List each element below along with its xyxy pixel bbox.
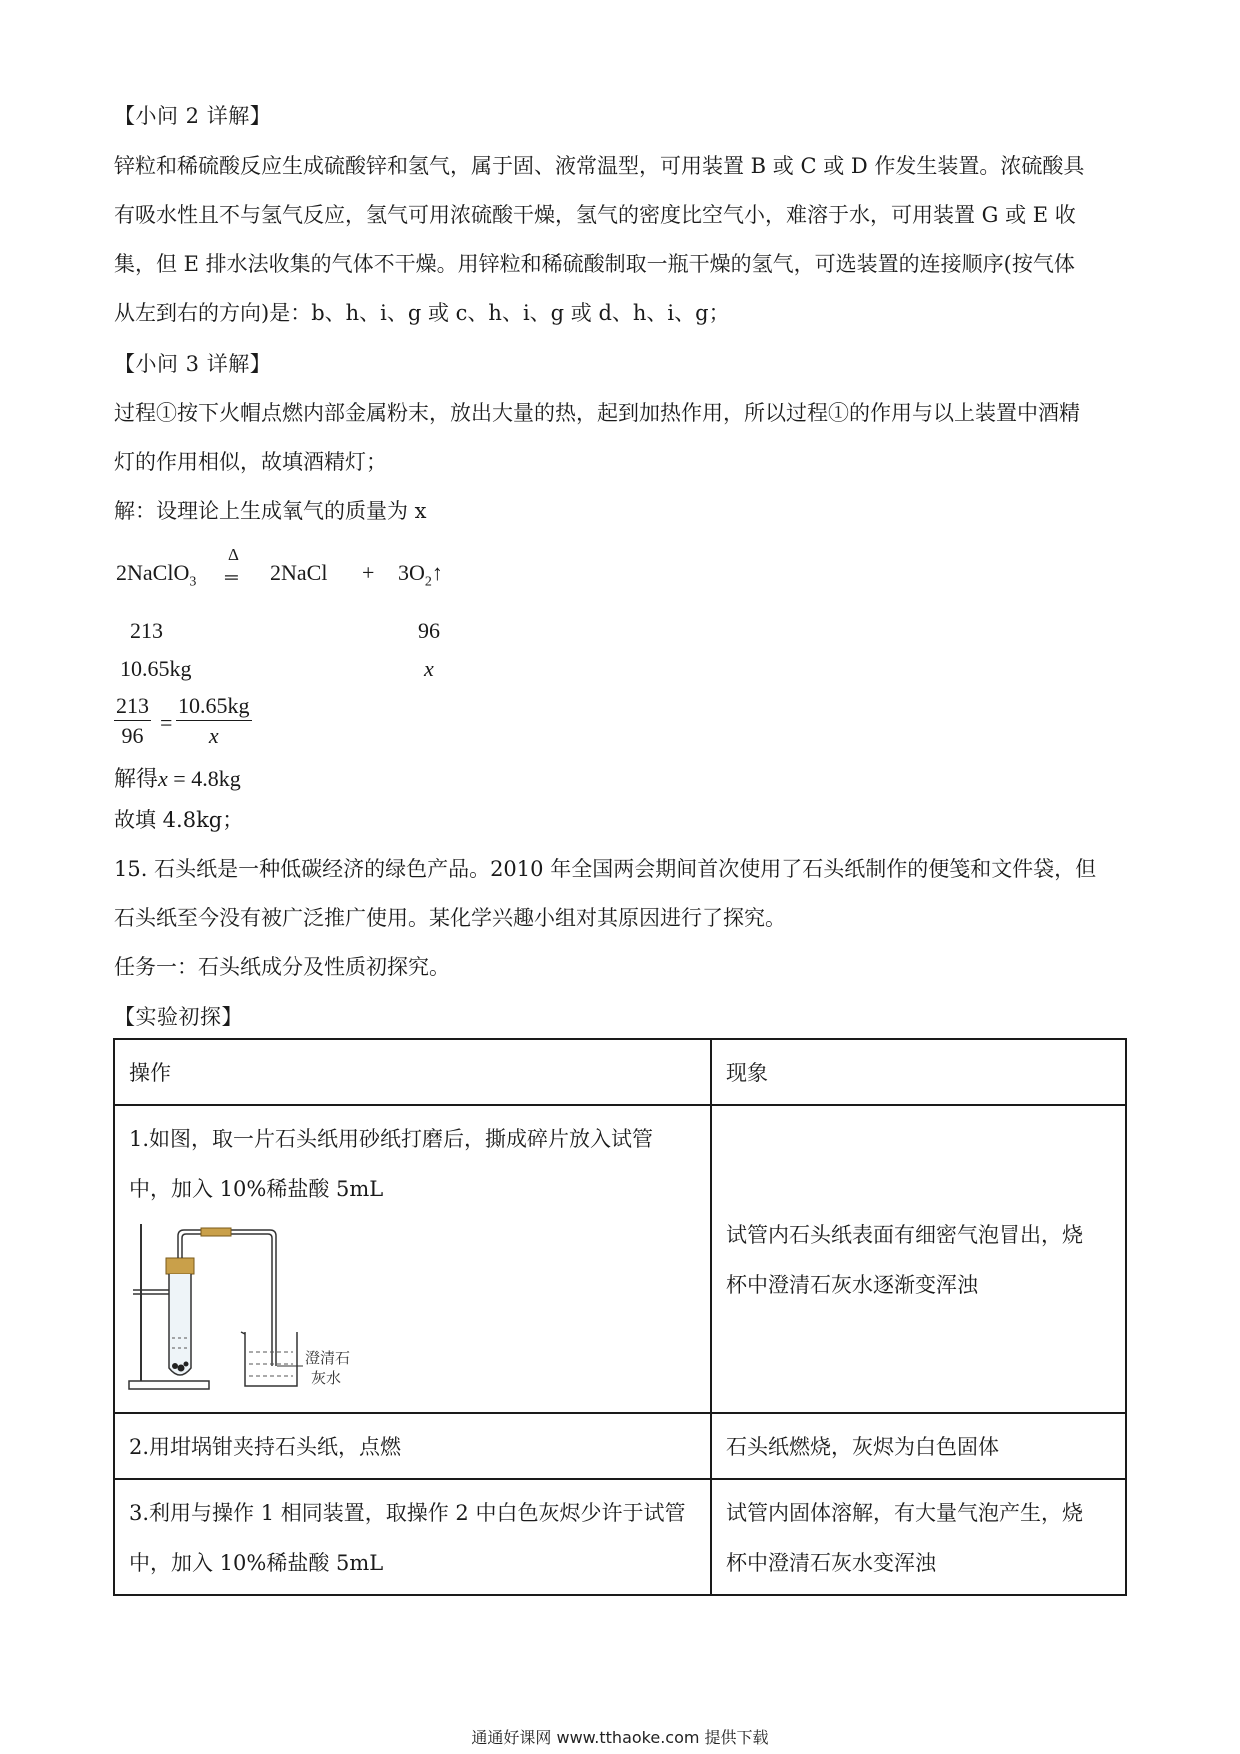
paragraph-line: 集，但 E 排水法收集的气体不干燥。用锌粒和稀硫酸制取一瓶干燥的氢气，可选装置的连接顺序(按气体 <box>114 252 1075 276</box>
figure-label: 澄清石 <box>305 1349 351 1367</box>
operation-text: 3.利用与操作 1 相同装置，取操作 2 中白色灰烬少许于试管 <box>129 1501 686 1525</box>
answer-line: 故填 4.8kg； <box>114 808 244 832</box>
operation-text: 中，加入 10%稀盐酸 5mL <box>129 1551 384 1575</box>
header-operation: 操作 <box>114 1039 711 1105</box>
ratio-right-denominator: x <box>208 723 219 748</box>
paragraph-line: 过程①按下火帽点燃内部金属粉末，放出大量的热，起到加热作用，所以过程①的作用与以上装置中酒精 <box>114 401 1080 425</box>
phenomenon-cell <box>711 1413 1126 1479</box>
ratio-left-denominator: 96 <box>121 723 144 748</box>
phenomenon-cell <box>711 1105 1126 1413</box>
given-mass: 10.65kg <box>120 656 192 681</box>
equals-sign: ═ <box>225 567 236 587</box>
molar-mass-oxygen: 96 <box>418 618 440 643</box>
product-nacl: 2NaCl <box>270 560 328 585</box>
paragraph-line: 从左到右的方向)是：b、h、i、g 或 c、h、i、g 或 d、h、i、g； <box>114 301 730 325</box>
solution-result: 解得x = 4.8kg <box>114 766 241 791</box>
subquestion-2-heading: 【小问 2 详解】 <box>114 104 272 128</box>
phenomenon-text: 杯中澄清石灰水逐渐变浑浊 <box>726 1273 978 1297</box>
phenomenon-cell <box>711 1479 1126 1595</box>
experiment-heading: 【实验初探】 <box>114 1005 243 1029</box>
product-oxygen: $3O_2↑$ <box>398 560 443 590</box>
phenomenon-text: 试管内石头纸表面有细密气泡冒出，烧 <box>726 1223 1083 1247</box>
operation-text: 1.如图，取一片石头纸用砂纸打磨后，撕成碎片放入试管 <box>129 1127 654 1151</box>
task-heading: 任务一：石头纸成分及性质初探究。 <box>114 955 450 979</box>
reactant-formula: 2NaClO$_3$ <box>116 560 197 590</box>
paragraph-line: 锌粒和稀硫酸反应生成硫酸锌和氢气，属于固、液常温型，可用装置 B 或 C 或 D 作发生装置。浓硫酸具 <box>114 154 1085 178</box>
phenomenon-text: 石头纸燃烧，灰烬为白色固体 <box>726 1435 999 1459</box>
operation-cell <box>114 1479 711 1595</box>
operation-text: 中，加入 10%稀盐酸 5mL <box>129 1177 384 1201</box>
paragraph-line: 灯的作用相似，故填酒精灯； <box>114 450 387 474</box>
plus-sign: + <box>362 560 375 585</box>
table-row <box>114 1479 1126 1595</box>
unknown-mass: x <box>424 656 434 681</box>
ratio-right-numerator: 10.65kg <box>176 692 252 721</box>
operation-cell <box>114 1105 711 1413</box>
heat-condition: Δ <box>228 545 239 564</box>
apparatus-figure <box>127 1216 372 1394</box>
question-15-line: 石头纸至今没有被广泛推广使用。某化学兴趣小组对其原因进行了探究。 <box>114 906 786 930</box>
ratio-left-numerator: 213 <box>114 692 151 721</box>
phenomenon-text: 试管内固体溶解，有大量气泡产生，烧 <box>726 1501 1083 1525</box>
phenomenon-text: 杯中澄清石灰水变浑浊 <box>726 1551 936 1575</box>
molar-mass-reactant: 213 <box>130 618 163 643</box>
subquestion-3-heading: 【小问 3 详解】 <box>114 352 272 376</box>
question-15-line: 15. 石头纸是一种低碳经济的绿色产品。2010 年全国两会期间首次使用了石头纸制作的便笺和文件袋，但 <box>114 857 1097 881</box>
paragraph-line: 解：设理论上生成氧气的质量为 x <box>114 499 427 523</box>
experiment-table <box>113 1038 1127 1596</box>
table-header-row <box>114 1039 1126 1105</box>
table-row <box>114 1413 1126 1479</box>
operation-cell <box>114 1413 711 1479</box>
figure-label: 灰水 <box>311 1369 342 1387</box>
ratio-left <box>114 692 151 751</box>
ratio-equals: = <box>160 710 173 735</box>
ratio-right <box>176 692 252 751</box>
paragraph-line: 有吸水性且不与氢气反应，氢气可用浓硫酸干燥，氢气的密度比空气小，难溶于水，可用装置 G 或 E 收 <box>114 203 1076 227</box>
page-footer: 通通好课网 www.tthaoke.com 提供下载 <box>471 1728 769 1747</box>
header-phenomenon: 现象 <box>711 1039 1126 1105</box>
operation-text: 2.用坩埚钳夹持石头纸，点燃 <box>129 1435 402 1459</box>
table-row <box>114 1105 1126 1413</box>
